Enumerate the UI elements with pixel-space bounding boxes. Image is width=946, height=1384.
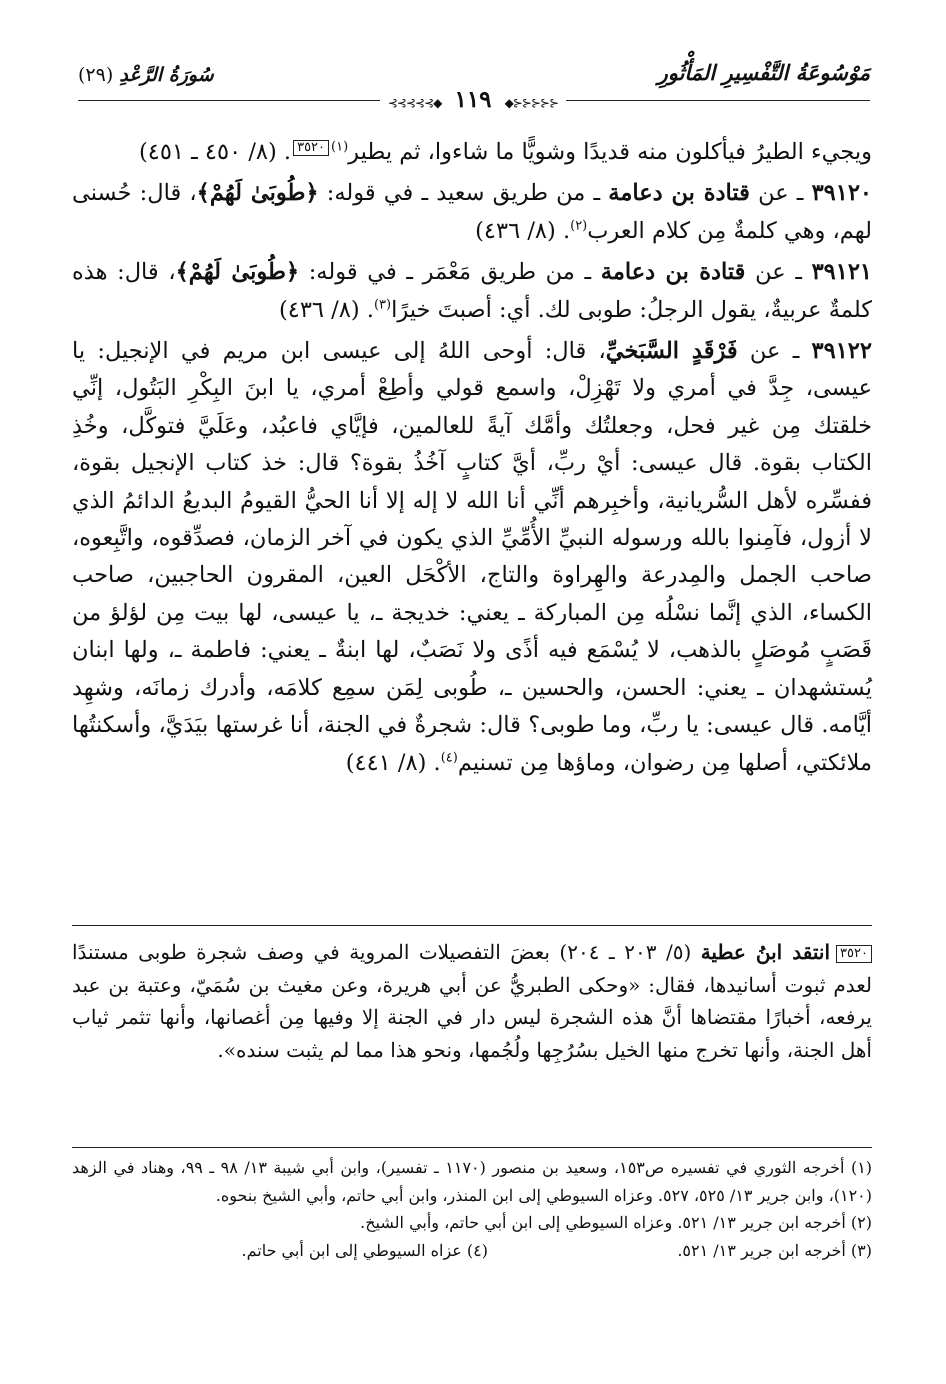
narration-39122: ٣٩١٢٢ ـ عن فَرْقَدٍ السَّبَخيِّ، قال: أوحى اللهُ إلى عيسى ابن مريم في الإنجيل: يا عيسى، جِدَّ في أمري ولا تَهْزِلْ، واسمع قولي وأطِعْ أمري، يا ابنَ البِكْرِ البَتُول، إنِّي خلقتك مِن غير فحل، وجعلتُك وأمَّك آيةً للعالمين، فإيَّاي فاعبُد، وعَلَيَّ فتوكَّل، وخُذِ الكتاب بقوة. قال عيسى: أيْ ربِّ، أيَّ كتابٍ آخُذُ بقوة؟ قال: خذ كتاب الإنجيل بقوة، ففسِّره لأهل السُّريانية، وأخبِرهم أنِّي أنا الله لا إله إلا أنا الحيُّ القيومُ البديعُ الدائمُ الذي لا أزول، فآمِنوا بالله ورسوله النبيِّ الأُمِّيِّ الذي يكون في آخر الزمان، فصدِّقوه، واتَّبِعوه، صاحب الجمل والمِدرعة والهِراوة والتاج، الأكْحَل العين، المقرون الحاجبين، صاحب الكساء، الذي إنَّما نسْلُه مِن المباركة ـ يعني: خديجة ـ، يا عيسى، لها بيت مِن لؤلؤ من قَصَبٍ مُوصَلٍ بالذهب، لا يُسْمَع فيه أذًى ولا نَصَبٌ، لها ابنةٌ ـ يعني: فاطمة ـ، ولها ابنان يُستشهدان ـ يعني: الحسن، والحسين ـ، طُوبى لِمَن سمِع كلامَه، وأدرك زمانَه، وشهِد أيَّامه. قال عيسى: يا ربِّ، وما طوبى؟ قال: شجرةٌ في الجنة، أنا غرستها بيَدَيَّ، وأسكنتُها ملائكتي، أصلها مِن رضوان، وماؤها مِن تسنيم$^{(٤)}$. (٨/ ٤٤١) — [72, 338, 872, 776]
ornament-icon: ⊰⊰⊰⊰⊰◆ — [504, 96, 559, 110]
footnote-2: (٢) أخرجه ابن جرير ١٣/ ٥٢١. وعزاه السيوطي إلى ابن أبي حاتم، وأبي الشيخ. — [360, 1213, 872, 1232]
volume-reference: . (٨/ ٤٥٠ ـ ٤٥١) — [138, 139, 292, 165]
narration-39121: ٣٩١٢١ ـ عن قتادة بن دعامة ـ من طريق مَعْمَر ـ في قوله: ﴿طُوبَىٰ لَهُمْ﴾، قال: هذه كلمةٌ عربيةٌ، يقول الرجلُ: طوبى لك. أي: أصبتَ خيرًا$^{(٣)}$. (٨/ ٤٣٦) — [72, 259, 873, 323]
commentary — [72, 936, 872, 1066]
narration-number: ٣٩١٢٢ — [811, 338, 872, 365]
volume-reference: . (٨/ ٤٣٦) — [278, 296, 374, 323]
surah-label — [78, 64, 214, 86]
footnote-3: (٣) أخرجه ابن جرير ١٣/ ٥٢١. — [677, 1240, 872, 1260]
page-number-box — [380, 86, 566, 113]
footnote-marker: (٣) — [373, 297, 392, 313]
commentary-divider — [72, 925, 872, 926]
narrator-name: قتادة بن دعامة — [608, 180, 750, 207]
quran-quote: ﴿طُوبَىٰ لَهُمْ﴾ — [196, 180, 319, 207]
main-text — [72, 134, 872, 786]
book-title: مَوْسُوعَةُ التَّفْسِيرِ المَأْثُورِ — [657, 60, 870, 85]
footnote-row — [72, 1237, 872, 1265]
footnotes — [72, 1154, 872, 1264]
volume-reference: . (٨/ ٤٤١) — [345, 749, 441, 776]
surah-name: سُورَةُ الرَّعْدِ — [119, 64, 214, 86]
commentary-paragraph — [72, 936, 872, 1066]
footnote-4: (٤) عزاه السيوطي إلى ابن أبي حاتم. — [241, 1240, 488, 1260]
volume-reference: . (٨/ ٤٣٦) — [475, 217, 571, 244]
commentary-reference-box: ٣٥٢٠ — [293, 140, 329, 156]
quran-quote: ﴿طُوبَىٰ لَهُمْ﴾ — [175, 259, 300, 286]
narrator-name: فَرْقَدٍ السَّبَخيِّ — [605, 338, 738, 365]
footnote-marker: (٢) — [570, 218, 588, 234]
page-number: ١١٩ — [454, 86, 492, 113]
surah-number: (٢٩) — [78, 64, 114, 86]
page-number-row — [0, 86, 946, 113]
narrator-name: قتادة بن دعامة — [600, 259, 746, 286]
narration-39120: ٣٩١٢٠ ـ عن قتادة بن دعامة ـ من طريق سعيد ـ في قوله: ﴿طُوبَىٰ لَهُمْ﴾، قال: حُسنى لهم، وهي كلمةٌ مِن كلام العرب$^{(٢)}$. (٨/ ٤٣٦) — [72, 180, 872, 244]
paragraph-continuation: ويجيء الطيرُ فيأكلون منه قديدًا وشويًّا ما شاءوا، ثم يطير$^{(١)}$٣٥٢٠. (٨/ ٤٥٠ ـ ٤٥١) — [138, 139, 872, 165]
ornament-icon: ◆⊱⊱⊱⊱⊱ — [387, 96, 442, 110]
footnote-marker: (٤) — [440, 750, 458, 765]
narration-number: ٣٩١٢٠ — [811, 180, 872, 207]
footnote-marker: (١) — [331, 139, 349, 155]
commentary-lead: انتقد ابنُ عطية — [700, 940, 831, 964]
footnotes-divider — [72, 1147, 872, 1148]
footnote-1: (١) أخرجه الثوري في تفسيره ص١٥٣، وسعيد بن منصور (١١٧٠ ـ تفسير)، وابن أبي شيبة ١٣/ ٩٨ ـ ٩٩، وهناد في الزهد (١٢٠)، وابن جرير ١٣/ ٥٢٥، ٥٢٧. وعزاه السيوطي إلى ابن المنذر، وابن أبي حاتم، وأبي الشيخ بنحوه. — [72, 1158, 873, 1205]
narration-number: ٣٩١٢١ — [811, 259, 873, 286]
commentary-number-box: ٣٥٢٠ — [836, 945, 872, 963]
commentary-text: (٥/ ٢٠٣ ـ ٢٠٤) بعضَ التفصيلات المروية في وصف شجرة طوبى مستندًا لعدم ثبوت أسانيدها، فقال: «وحكى الطبريُّ عن أبي هريرة، وعن مغيث بن سُمَيّ، وعتبة بن عبد يرفعه، أخبارًا مقتضاها أنَّ هذه الشجرة ليس دار في الجنة إلا وفيها مِن أغصانها، وأنها تثمر ثياب أهل الجنة، وأنها تخرج منها الخيل بسُرُجِها ولُجُمها، ونحو هذا مما لم يثبت سنده». — [72, 940, 872, 1062]
